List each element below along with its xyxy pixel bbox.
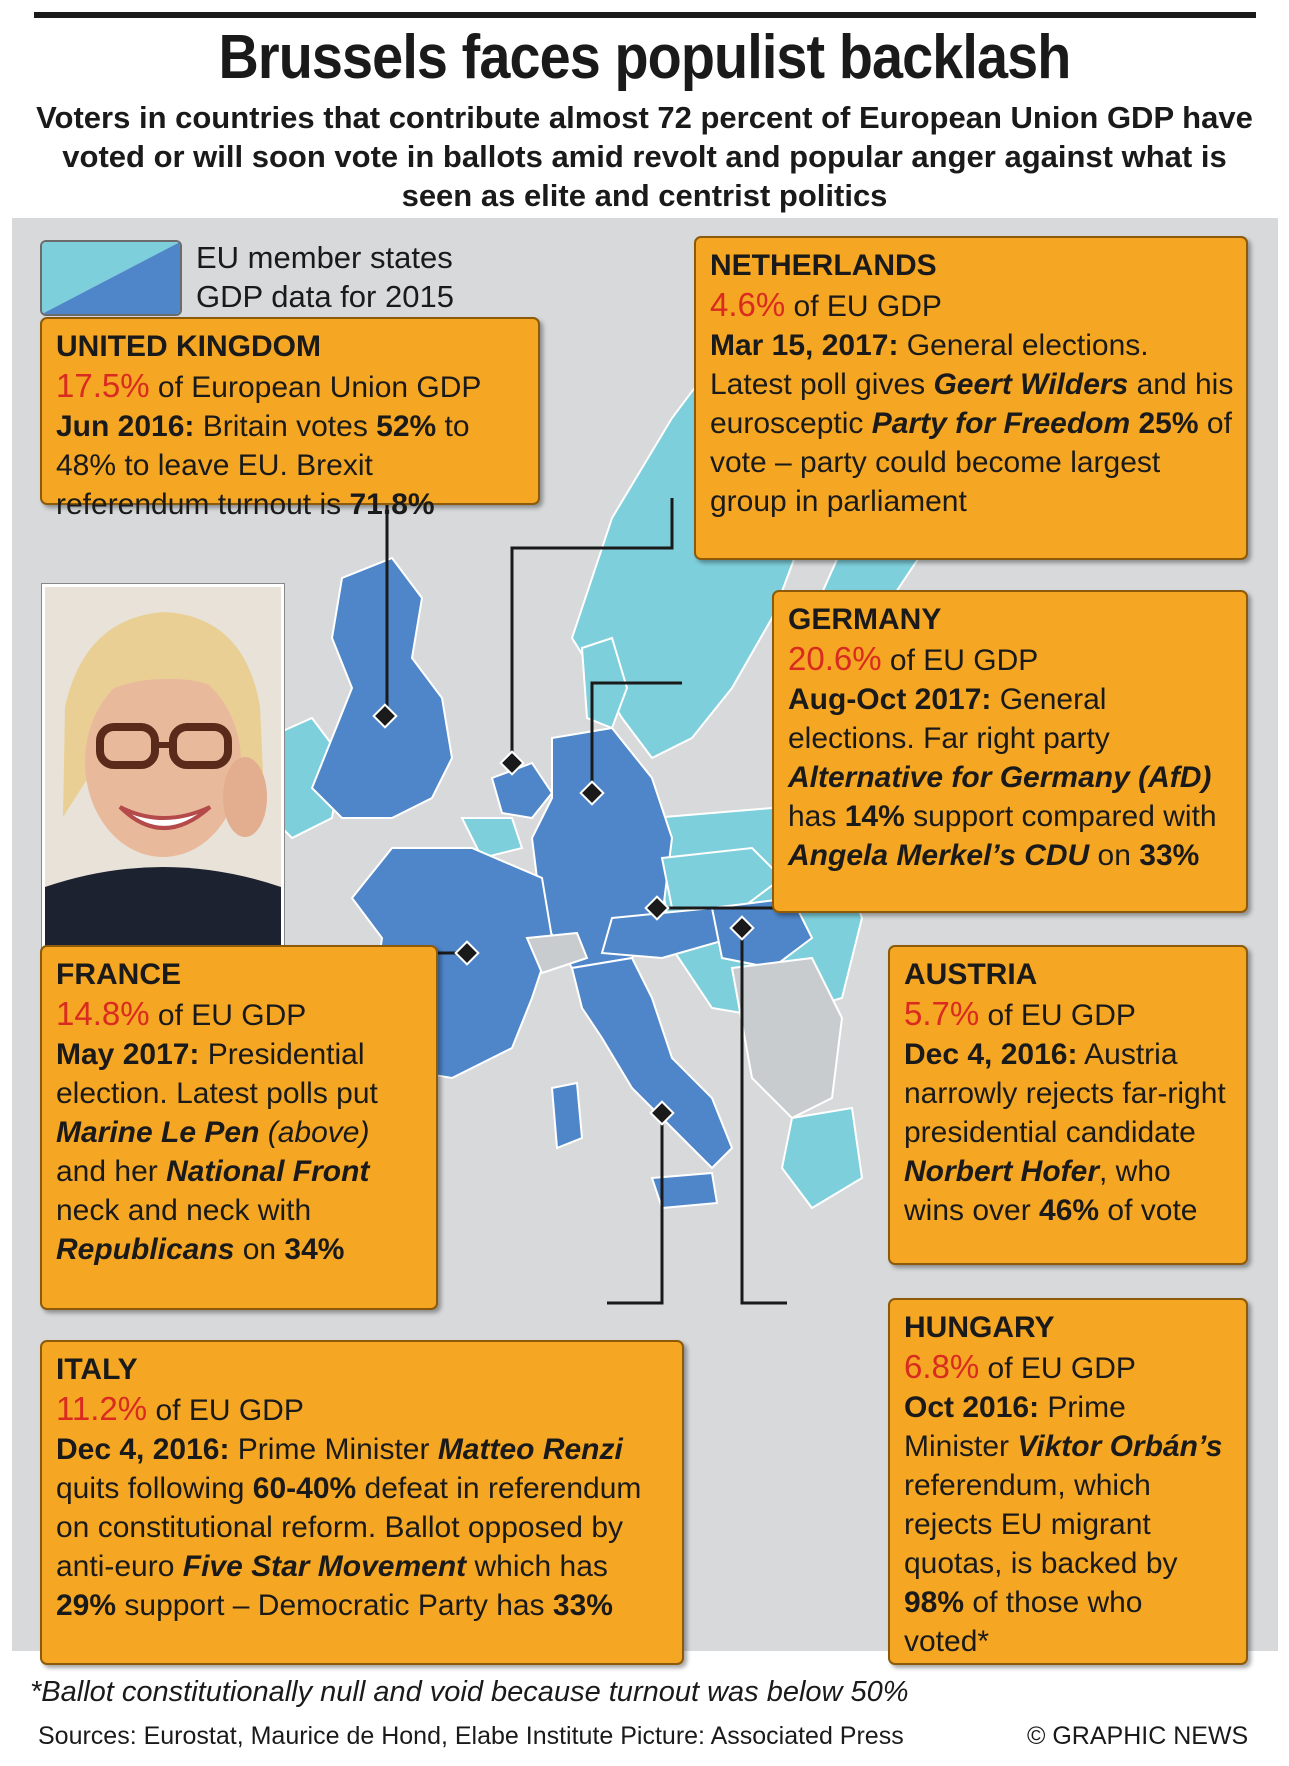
hungary-t2: referendum, which rejects EU migrant quotas, is backed by [904,1469,1178,1580]
austria-b1: 46% [1039,1194,1100,1227]
uk-t1: Britain votes [194,410,377,443]
hungary-t1: Prime Minister [904,1391,1126,1463]
italy-info-box [40,1340,684,1665]
uk-b2: 71.8% [349,488,435,521]
uk-b1: 52% [376,410,437,443]
france-t2: and her [56,1155,167,1188]
germany-t1: General elections. Far right party [788,683,1110,755]
italy-t5: support – Democratic Party has [116,1589,553,1622]
netherlands-info-box [694,236,1248,560]
hungary-date: Oct 2016: [904,1391,1040,1424]
legend-text [196,238,454,316]
credit: © GRAPHIC NEWS [1027,1722,1249,1750]
uk-pct-text: of European Union GDP [149,371,482,404]
footnote: *Ballot constitutionally null and void because turnout was below 50% [30,1676,909,1708]
uk-date: Jun 2016: [56,410,195,443]
netherlands-pct: 4.6% [710,286,786,323]
netherlands-t1: General elections. Latest poll gives [710,329,1149,401]
austria-pct: 5.7% [904,995,980,1032]
austria-pct-text: of EU GDP [979,999,1136,1032]
hungary-pct-text: of EU GDP [979,1352,1136,1385]
italy-bi1: Matteo Renzi [437,1433,623,1466]
france-bi2: National Front [166,1155,370,1188]
hungary-bi1: Viktor Orbán’s [1017,1430,1223,1463]
germany-date: Aug-Oct 2017: [788,683,992,716]
italy-t2: quits following [56,1472,253,1505]
germany-bi1: Alternative for Germany (AfD) [788,761,1212,794]
italy-b2: 29% [56,1589,117,1622]
italy-bi2: Five Star Movement [182,1550,467,1583]
sardinia-shape [552,1083,582,1148]
sources: Sources: Eurostat, Maurice de Hond, Elabe Institute Picture: Associated Press [38,1722,904,1750]
austria-t3: of vote [1099,1194,1198,1227]
france-t1: Presidential election. Latest polls put [56,1038,378,1110]
austria-t1: Austria narrowly rejects far-right presidential candidate [904,1038,1226,1149]
hungary-b1: 98% [904,1586,965,1619]
germany-pct-text: of EU GDP [881,644,1039,677]
france-t3: neck and neck with [56,1194,312,1227]
france-pct: 14.8% [56,995,150,1032]
germany-b1: 14% [844,800,905,833]
germany-bi2: Angela Merkel’s CDU [788,839,1090,872]
netherlands-bi2: Party for Freedom [871,407,1131,440]
germany-b2: 33% [1139,839,1200,872]
italy-t1: Prime Minister [229,1433,438,1466]
netherlands-t3: of vote – party could become largest group in parliament [710,407,1232,518]
legend-line-2: GDP data for 2015 [196,279,454,314]
page-subtitle: Voters in countries that contribute almost 72 percent of European Union GDP have voted or will soon vote in ballots amid revolt and popular anger against what is seen as elite and centrist politics [36,100,1253,213]
austria-t2: , who wins over [904,1155,1171,1227]
france-it1: (above) [259,1116,370,1149]
italy-pct-text: of EU GDP [147,1394,304,1427]
italy-date: Dec 4, 2016: [56,1433,230,1466]
uk-t2: to 48% to leave EU. Brexit referendum turnout is [56,410,470,521]
netherlands-b1: 25% [1130,407,1199,440]
uk-pct: 17.5% [56,367,150,404]
italy-b1: 60-40% [252,1472,357,1505]
netherlands-bi1: Geert Wilders [933,368,1129,401]
france-pct-text: of EU GDP [149,999,307,1032]
netherlands-pct-text: of EU GDP [785,290,942,323]
france-info-box [40,945,438,1310]
germany-t4: on [1089,839,1140,872]
uk-country: UNITED KINGDOM [56,330,321,363]
france-t4: on [234,1233,285,1266]
germany-t3: support compared with [904,800,1217,833]
hungary-t3: of those who voted* [904,1586,1143,1658]
netherlands-country: NETHERLANDS [710,249,937,282]
legend-line-1: EU member states [196,240,453,275]
france-b1: 34% [284,1233,345,1266]
portrait-photo-icon [42,584,284,954]
germany-t2: has [788,800,845,833]
italy-t4: which has [466,1550,608,1583]
italy-t3: defeat in referendum on constitutional reform. Ballot opposed by anti-euro [56,1472,642,1583]
hungary-pct: 6.8% [904,1348,980,1385]
austria-country: AUSTRIA [904,958,1038,991]
uk-info-box [40,317,540,521]
france-bi1: Marine Le Pen [56,1116,260,1149]
austria-bi1: Norbert Hofer [904,1155,1100,1188]
page-title: Brussels faces populist backlash [218,23,1071,92]
legend-swatch [40,240,182,316]
italy-b3: 33% [552,1589,613,1622]
france-date: May 2017: [56,1038,200,1071]
italy-country: ITALY [56,1353,138,1386]
netherlands-date: Mar 15, 2017: [710,329,899,362]
austria-date: Dec 4, 2016: [904,1038,1078,1071]
germany-pct: 20.6% [788,640,882,677]
france-country: FRANCE [56,958,181,991]
hungary-country: HUNGARY [904,1311,1055,1344]
germany-info-box [772,590,1248,913]
netherlands-t2: and his eurosceptic [710,368,1234,440]
italy-pct: 11.2% [56,1390,148,1427]
hungary-info-box [888,1298,1248,1665]
germany-country: GERMANY [788,603,942,636]
austria-info-box [888,945,1248,1265]
top-rule [34,12,1256,18]
france-bi3: Republicans [56,1233,235,1266]
